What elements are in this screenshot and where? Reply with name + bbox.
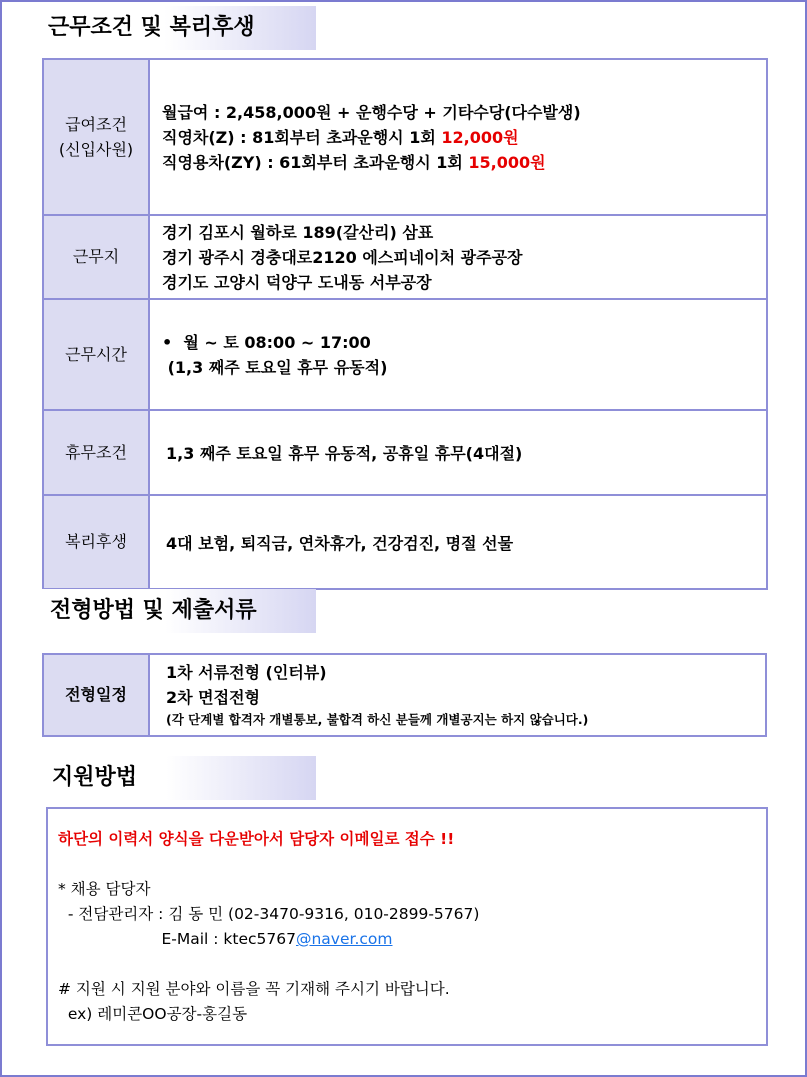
schedule-line2: 2차 면접전형 (166, 688, 260, 707)
spacer (58, 952, 766, 977)
hours-label: 근무시간 (43, 299, 149, 410)
table-row-welfare (43, 495, 767, 589)
spacer (58, 852, 766, 877)
pay-line3-amount: 15,000원 (468, 152, 546, 172)
section-title-apply: 지원방법 (44, 756, 316, 800)
table-row-hours (43, 299, 767, 410)
pay-content (149, 59, 767, 215)
schedule-label: 전형일정 (43, 654, 149, 736)
pay-label-line1: 급여조건 (65, 115, 127, 134)
table-row-holiday (43, 410, 767, 495)
table-row-location (43, 215, 767, 299)
apply-notice: 하단의 이력서 양식을 다운받아서 담당자 이메일로 접수 !! (58, 830, 455, 848)
pay-label-line2: (신입사원) (58, 140, 134, 159)
holiday-label: 휴무조건 (43, 410, 149, 495)
location-line3: 경기도 고양시 덕양구 도내동 서부공장 (162, 272, 432, 292)
table-row-pay (43, 59, 767, 215)
email-link[interactable]: @naver.com (295, 930, 393, 948)
pay-line2-amount: 12,000원 (441, 127, 519, 147)
holiday-content: 1,3 째주 토요일 휴무 유동적, 공휴일 휴무(4대절) (149, 410, 767, 495)
section-title-conditions: 근무조건 및 복리후생 (40, 6, 316, 50)
pay-line3 (162, 150, 765, 175)
hours-line1: • 월 ~ 토 08:00 ~ 17:00 (162, 332, 371, 352)
apply-box (46, 807, 768, 1046)
apply-example: ex) 레미콘OO공장-홍길동 (58, 1005, 248, 1023)
contact-title: * 채용 담당자 (58, 880, 151, 898)
selection-table (42, 653, 767, 737)
schedule-content (149, 654, 766, 736)
schedule-note: (각 단계별 합격자 개별통보, 불합격 하신 분들께 개별공지는 하지 않습니다.) (166, 712, 589, 727)
welfare-label: 복리후생 (43, 495, 149, 589)
location-line2: 경기 광주시 경충대로2120 에스피네이처 광주공장 (162, 247, 523, 267)
pay-line2 (162, 125, 765, 150)
location-content (149, 215, 767, 299)
table-row-schedule (43, 654, 766, 736)
hours-line2: (1,3 째주 토요일 휴무 유동적) (162, 357, 388, 377)
email-prefix: E-Mail : ktec5767 (58, 930, 296, 948)
conditions-table (42, 58, 768, 590)
manager-info: - 전담관리자 : 김 동 민 (02-3470-9316, 010-2899-5767) (58, 905, 480, 923)
location-line1: 경기 김포시 월하로 189(갈산리) 삼표 (162, 222, 434, 242)
location-label: 근무지 (43, 215, 149, 299)
email-line (58, 927, 766, 952)
pay-line1: 월급여 : 2,458,000원 + 운행수당 + 기타수당(다수발생) (162, 102, 581, 122)
pay-line2-text: 직영차(Z) : 81회부터 초과운행시 1회 (162, 127, 442, 147)
hours-content (149, 299, 767, 410)
schedule-line1: 1차 서류전형 (인터뷰) (166, 663, 327, 682)
welfare-content: 4대 보험, 퇴직금, 연차휴가, 건강검진, 명절 선물 (149, 495, 767, 589)
pay-line3-text: 직영용차(ZY) : 61회부터 초과운행시 1회 (162, 152, 469, 172)
apply-instruction: # 지원 시 지원 분야와 이름을 꼭 기재해 주시기 바랍니다. (58, 980, 450, 998)
section-title-selection: 전형방법 및 제출서류 (42, 589, 316, 633)
pay-label (43, 59, 149, 215)
